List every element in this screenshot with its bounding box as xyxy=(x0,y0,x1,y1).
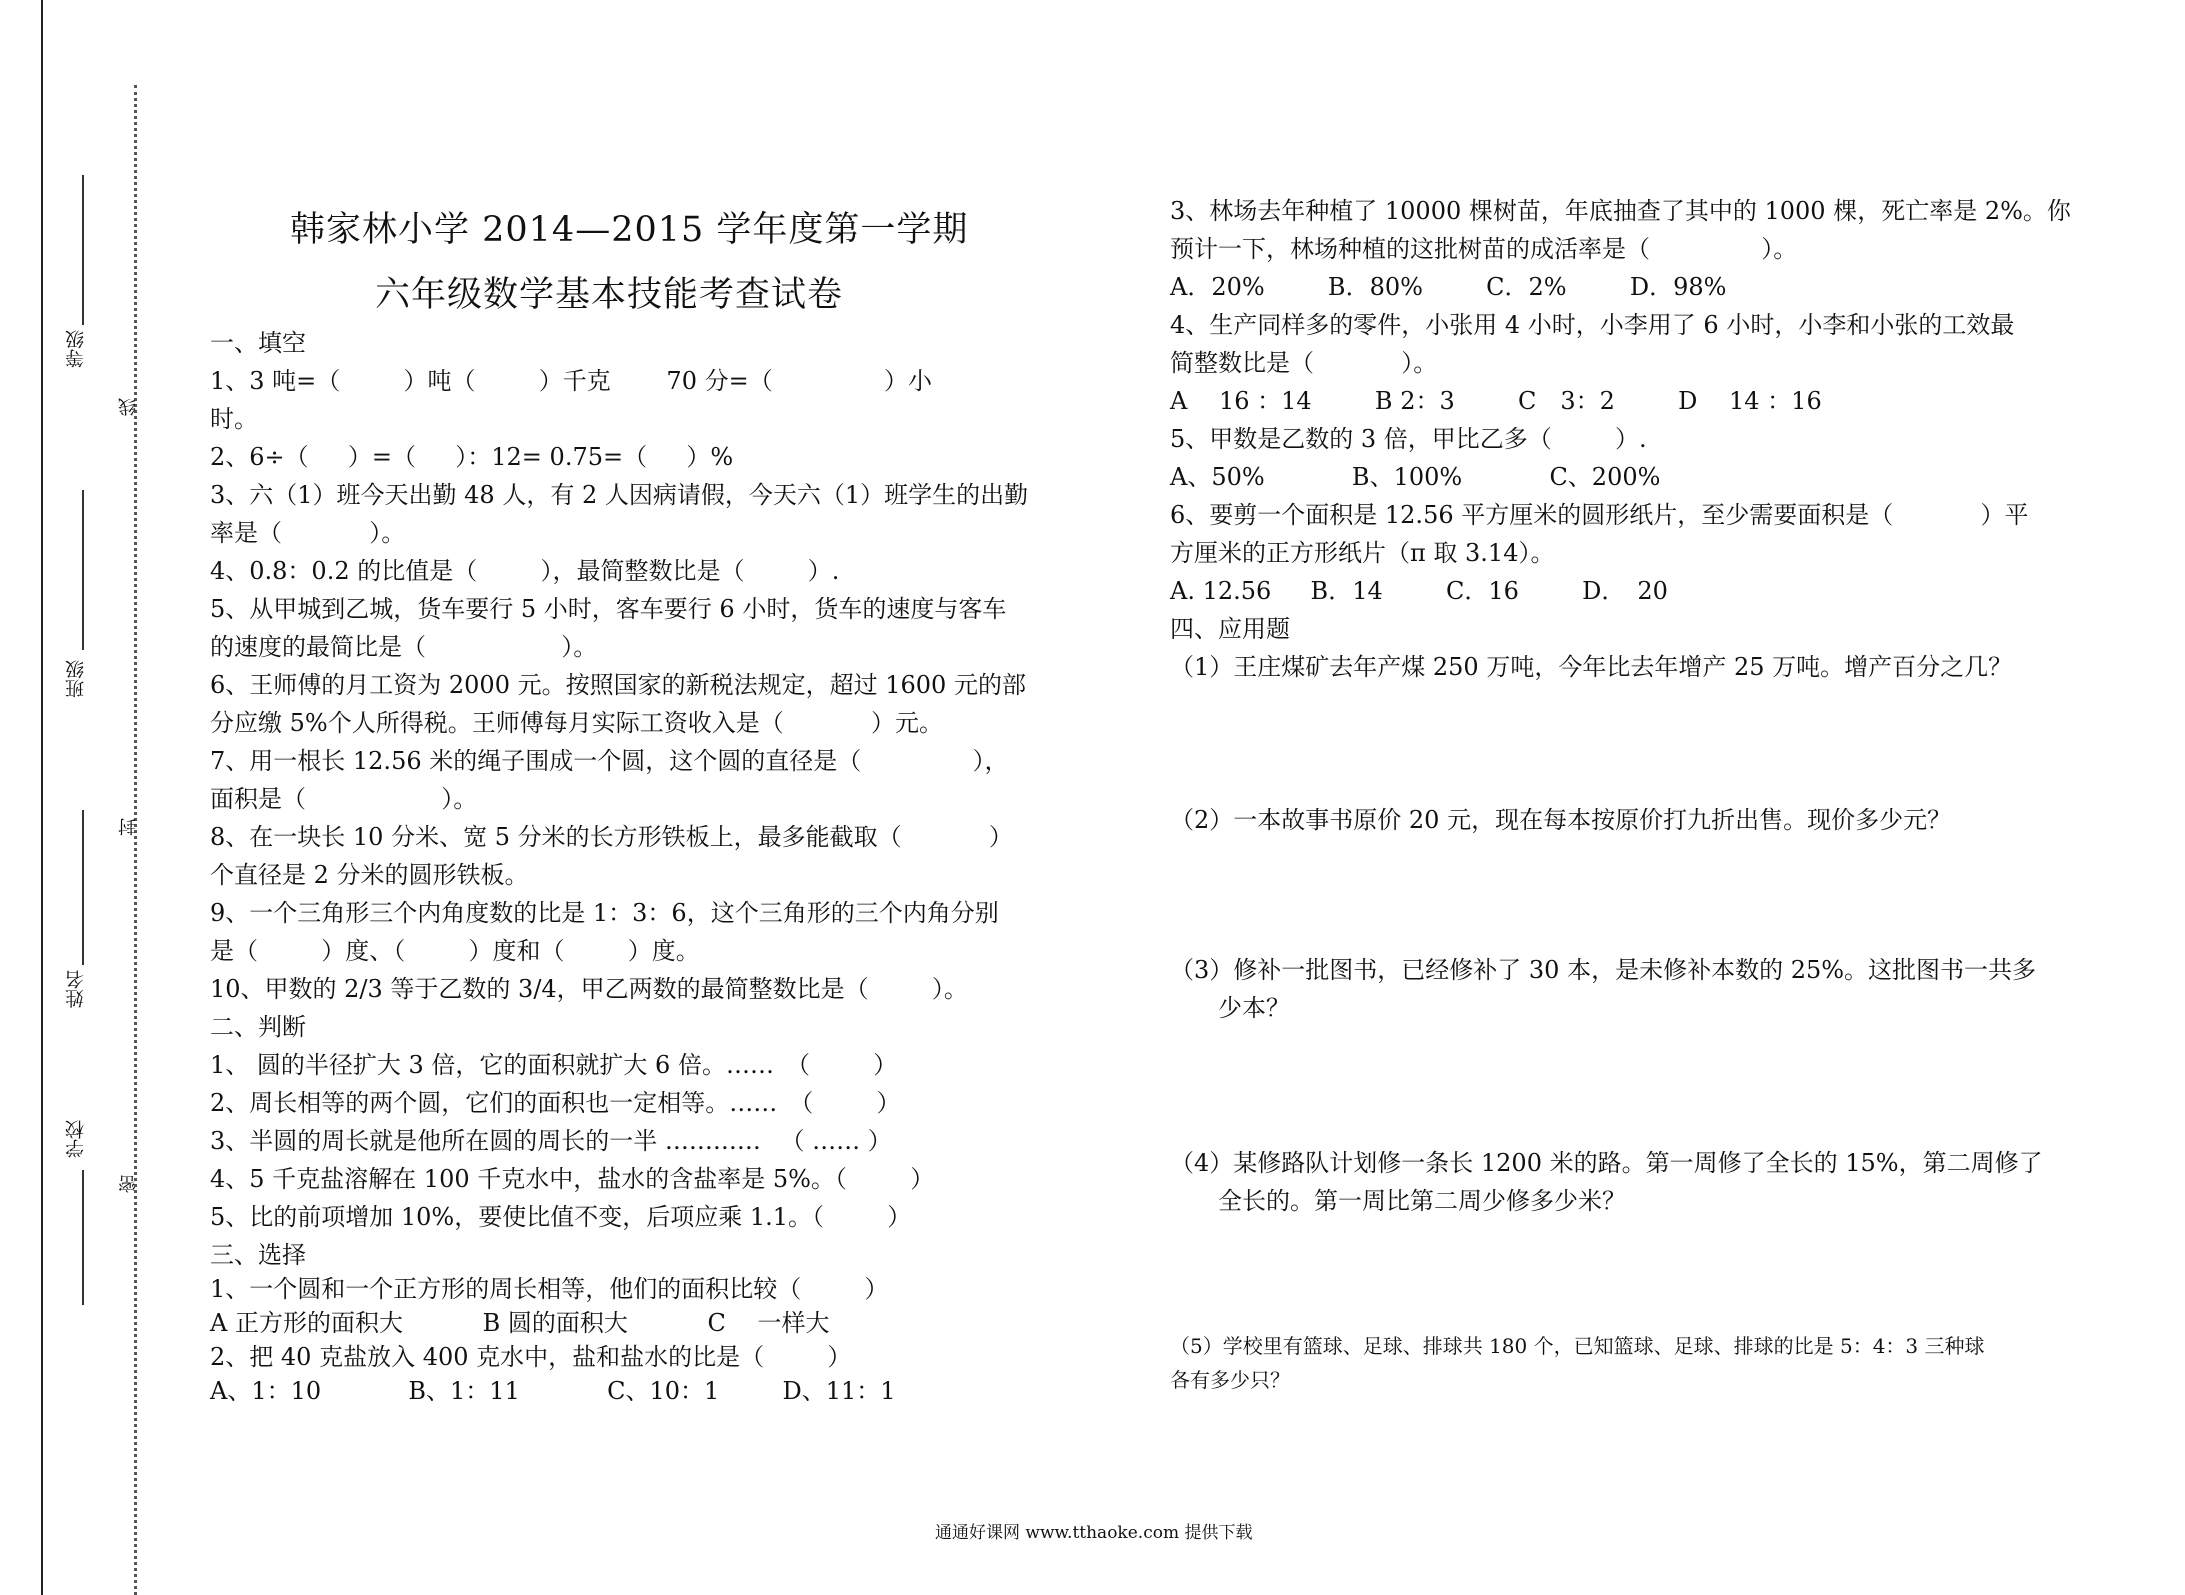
question-line: 的速度的最简比是（ ）。 xyxy=(210,633,598,661)
question-options: A、50% B、100% C、200% xyxy=(1170,463,1661,491)
section-choice-heading: 三、选择 xyxy=(210,1241,306,1269)
question-line: 5、甲数是乙数的 3 倍，甲比乙多（ ）. xyxy=(1170,425,1647,453)
seal-label-seal: 封 xyxy=(118,818,139,836)
question-line: 10、甲数的 2/3 等于乙数的 3/4，甲乙两数的最简整数比是（ ）。 xyxy=(210,975,968,1003)
question-line: 简整数比是（ ）。 xyxy=(1170,349,1438,377)
school-label: 学校 xyxy=(65,1120,87,1158)
question-options: A 正方形的面积大 B 圆的面积大 C 一样大 xyxy=(210,1309,830,1337)
application-problem-4: （4）某修路队计划修一条长 1200 米的路。第一周修了全长的 15%，第二周修了 xyxy=(1170,1149,2043,1177)
grade-label: 等级 xyxy=(65,330,87,368)
class-blank-line xyxy=(82,490,84,650)
application-problem-3: （3）修补一批图书，已经修补了 30 本，是未修补本数的 25%。这批图书一共多 xyxy=(1170,956,2037,984)
grade-blank-line xyxy=(82,175,84,325)
question-line: 5、比的前项增加 10%，要使比值不变，后项应乘 1.1。（ ） xyxy=(210,1203,912,1231)
question-line: 1、3 吨=（ ）吨（ ）千克 70 分=（ ）小 xyxy=(210,367,932,395)
question-line: 1、一个圆和一个正方形的周长相等，他们的面积比较（ ） xyxy=(210,1275,889,1303)
question-line: 是（ ）度、（ ）度和（ ）度。 xyxy=(210,937,700,965)
question-line: 1、 圆的半径扩大 3 倍，它的面积就扩大 6 倍。…… （ ） xyxy=(210,1051,898,1079)
seal-label-secret: 密 xyxy=(118,1175,139,1193)
school-blank-line xyxy=(82,1170,84,1305)
question-line: 4、5 千克盐溶解在 100 千克水中，盐水的含盐率是 5%。（ ） xyxy=(210,1165,935,1193)
question-line: 面积是（ ）。 xyxy=(210,785,478,813)
binding-border-line xyxy=(41,0,43,1595)
question-line: 率是（ ）。 xyxy=(210,519,406,547)
class-label: 班级 xyxy=(65,660,87,698)
question-line: 3、半圆的周长就是他所在圆的周长的一半 ………… （ …… ） xyxy=(210,1127,892,1155)
application-problem-3-cont: 少本？ xyxy=(1218,994,1290,1022)
name-label: 姓名 xyxy=(65,970,87,1008)
section-application-heading: 四、应用题 xyxy=(1170,615,1290,643)
question-options: A、1：10 B、1：11 C、10：1 D、11：1 xyxy=(210,1377,896,1405)
question-line: 时。 xyxy=(210,405,258,433)
section-judge-heading: 二、判断 xyxy=(210,1013,306,1041)
question-line: 个直径是 2 分米的圆形铁板。 xyxy=(210,861,529,889)
question-options: A. 12.56 B．14 C．16 D． 20 xyxy=(1170,577,1668,605)
section-fill-blank-heading: 一、填空 xyxy=(210,329,306,357)
question-line: 分应缴 5%个人所得税。王师傅每月实际工资收入是（ ）元。 xyxy=(210,709,943,737)
question-line: 3、六（1）班今天出勤 48 人，有 2 人因病请假，今天六（1）班学生的出勤 xyxy=(210,481,1029,509)
question-line: 2、周长相等的两个圆，它们的面积也一定相等。…… （ ） xyxy=(210,1089,901,1117)
question-line: 6、要剪一个面积是 12.56 平方厘米的圆形纸片，至少需要面积是（ ）平 xyxy=(1170,501,2029,529)
question-line: 4、0.8：0.2 的比值是（ ），最简整数比是（ ）. xyxy=(210,557,840,585)
footer-source: 通通好课网 www.tthaoke.com 提供下载 xyxy=(935,1523,1253,1543)
question-line: 6、王师傅的月工资为 2000 元。按照国家的新税法规定，超过 1600 元的部 xyxy=(210,671,1026,699)
question-options: A 16 ：14 B 2：3 C 3：2 D 14 ：16 xyxy=(1170,387,1822,415)
question-line: 9、一个三角形三个内角度数的比是 1：3：6，这个三角形的三个内角分别 xyxy=(210,899,999,927)
question-line: 3、林场去年种植了 10000 棵树苗，年底抽查了其中的 1000 棵，死亡率是 2%。你 xyxy=(1170,197,2071,225)
application-problem-5: （5）学校里有篮球、足球、排球共 180 个，已知篮球、足球、排球的比是 5：4：3 三种球 xyxy=(1170,1334,1985,1358)
question-line: 7、用一根长 12.56 米的绳子围成一个圆，这个圆的直径是（ ）， xyxy=(210,747,1009,775)
exam-paper-title: 六年级数学基本技能考查试卷 xyxy=(375,275,844,315)
seal-dotted-line xyxy=(134,85,137,1595)
application-problem-2: （2）一本故事书原价 20 元，现在每本按原价打九折出售。现价多少元？ xyxy=(1170,806,1952,834)
question-line: 方厘米的正方形纸片（π 取 3.14）。 xyxy=(1170,539,1555,567)
question-line: 2、把 40 克盐放入 400 克水中，盐和盐水的比是（ ） xyxy=(210,1343,852,1371)
question-line: 预计一下，林场种植的这批树苗的成活率是（ ）。 xyxy=(1170,235,1798,263)
application-problem-5-cont: 各有多少只？ xyxy=(1170,1368,1290,1392)
question-line: 5、从甲城到乙城，货车要行 5 小时，客车要行 6 小时，货车的速度与客车 xyxy=(210,595,1007,623)
exam-school-title: 韩家林小学 2014—2015 学年度第一学期 xyxy=(290,210,969,250)
question-line: 2、6÷（ ）=（ ）：12= 0.75=（ ）% xyxy=(210,443,734,471)
question-line: 4、生产同样多的零件，小张用 4 小时，小李用了 6 小时，小李和小张的工效最 xyxy=(1170,311,2015,339)
application-problem-4-cont: 全长的。第一周比第二周少修多少米？ xyxy=(1218,1187,1626,1215)
question-line: 8、在一块长 10 分米、宽 5 分米的长方形铁板上，最多能截取（ ） xyxy=(210,823,1013,851)
application-problem-1: （1）王庄煤矿去年产煤 250 万吨，今年比去年增产 25 万吨。增产百分之几？ xyxy=(1170,653,2013,681)
question-options: A．20% B．80% C．2% D．98% xyxy=(1170,273,1727,301)
seal-label-line: 线 xyxy=(118,398,139,416)
name-blank-line xyxy=(82,810,84,965)
